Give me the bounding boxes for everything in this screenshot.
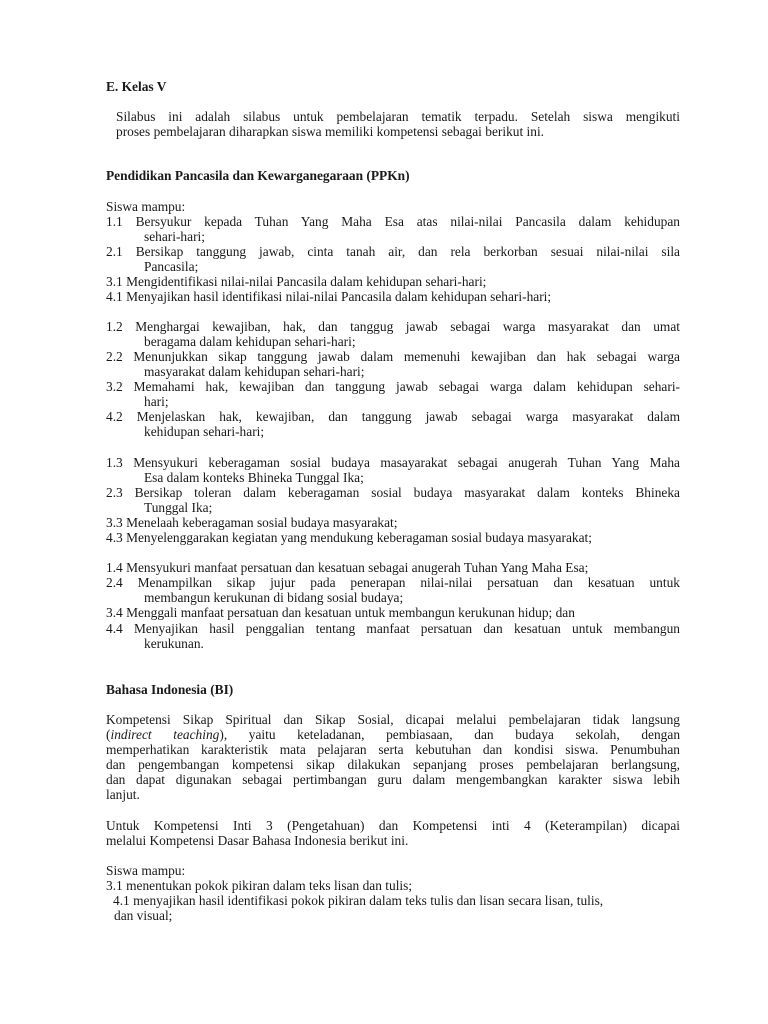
kd-1-3-cont: Esa dalam konteks Bhineka Tunggal Ika; xyxy=(144,470,364,485)
kd-3-1: 3.1 Mengidentifikasi nilai-nilai Pancasila dalam kehidupan sehari-hari; xyxy=(106,274,487,289)
bi-para1-line-6: lanjut. xyxy=(106,787,140,802)
kd-2-2-cont: masyarakat dalam kehidupan sehari-hari; xyxy=(144,364,365,379)
section-heading: E. Kelas V xyxy=(106,79,167,94)
bi-indirect-teaching: indirect teaching xyxy=(110,727,220,742)
bi-siswa-mampu: Siswa mampu: xyxy=(106,863,186,878)
kd-1-1-cont: sehari-hari; xyxy=(144,229,205,244)
kd-2-4-cont: membangun kerukunan di bidang sosial budaya; xyxy=(144,590,404,605)
kd-2-2: 2.2 Menunjukkan sikap tanggung jawab dalam memenuhi kewajiban dan hak sebagai warga xyxy=(106,349,680,364)
kd-2-3-cont: Tunggal Ika; xyxy=(144,500,213,515)
kd-4-3: 4.3 Menyelenggarakan kegiatan yang mendukung keberagaman sosial budaya masyarakat; xyxy=(106,530,592,545)
kd-1-2: 1.2 Menghargai kewajiban, hak, dan tanggug jawab sebagai warga masyarakat dan umat xyxy=(106,319,680,334)
intro-line-1: Silabus ini adalah silabus untuk pembelajaran tematik terpadu. Setelah siswa mengikuti xyxy=(116,109,680,124)
bi-para1-line-1: Kompetensi Sikap Spiritual dan Sikap Sosial, dicapai melalui pembelajaran tidak langsung xyxy=(106,712,680,727)
kd-4-2-cont: kehidupan sehari-hari; xyxy=(144,424,265,439)
kd-2-4: 2.4 Menampilkan sikap jujur pada penerapan nilai-nilai persatuan dan kesatuan untuk xyxy=(106,575,680,590)
bi-paren-open: ( xyxy=(106,727,111,742)
kd-4-4: 4.4 Menyajikan hasil penggalian tentang manfaat persatuan dan kesatuan untuk membangun xyxy=(106,621,680,636)
bi-heading: Bahasa Indonesia (BI) xyxy=(106,682,234,697)
kd-1-1: 1.1 Bersyukur kepada Tuhan Yang Maha Esa atas nilai-nilai Pancasila dalam kehidupan xyxy=(106,214,680,229)
bi-kd-3-1: 3.1 menentukan pokok pikiran dalam teks lisan dan tulis; xyxy=(106,878,413,893)
kd-4-4-cont: kerukunan. xyxy=(144,636,204,651)
bi-para1-line-2-rest: ), yaitu keteladanan, pembiasaan, dan budaya sekolah, dengan xyxy=(219,727,681,742)
kd-3-2-cont: hari; xyxy=(144,394,169,409)
bi-para1-line-3: memperhatikan karakteristik mata pelajaran serta kebutuhan dan kondisi siswa. Penumbuhan xyxy=(106,742,680,757)
kd-1-4: 1.4 Mensyukuri manfaat persatuan dan kesatuan sebagai anugerah Tuhan Yang Maha Esa; xyxy=(106,560,589,575)
ppkn-siswa-mampu: Siswa mampu: xyxy=(106,199,186,214)
kd-2-1: 2.1 Bersikap tanggung jawab, cinta tanah air, dan rela berkorban sesuai nilai-nilai sila xyxy=(106,244,680,259)
bi-para2-line-1: Untuk Kompetensi Inti 3 (Pengetahuan) dan Kompetensi inti 4 (Keterampilan) dicapai xyxy=(106,818,680,833)
kd-3-2: 3.2 Memahami hak, kewajiban dan tanggung jawab sebagai warga dalam kehidupan sehari- xyxy=(106,379,680,394)
bi-kd-4-1: 4.1 menyajikan hasil identifikasi pokok pikiran dalam teks tulis dan lisan secara lisan, tulis, xyxy=(113,893,604,908)
kd-3-4: 3.4 Menggali manfaat persatuan dan kesatuan untuk membangun kerukunan hidup; dan xyxy=(106,605,575,620)
intro-line-2: proses pembelajaran diharapkan siswa memiliki kompetensi sebagai berikut ini. xyxy=(116,124,545,139)
kd-4-2: 4.2 Menjelaskan hak, kewajiban, dan tanggung jawab sebagai warga masyarakat dalam xyxy=(106,409,680,424)
kd-2-3: 2.3 Bersikap toleran dalam keberagaman sosial budaya masyarakat dalam konteks Bhineka xyxy=(106,485,680,500)
kd-2-1-cont: Pancasila; xyxy=(144,259,199,274)
bi-para1-line-2 xyxy=(106,727,680,742)
kd-3-3: 3.3 Menelaah keberagaman sosial budaya masyarakat; xyxy=(106,515,398,530)
bi-kd-4-1-cont: dan visual; xyxy=(114,908,173,923)
bi-para2-line-2: melalui Kompetensi Dasar Bahasa Indonesia berikut ini. xyxy=(106,833,409,848)
ppkn-heading: Pendidikan Pancasila dan Kewarganegaraan (PPKn) xyxy=(106,168,410,183)
kd-1-3: 1.3 Mensyukuri keberagaman sosial budaya masayarakat sebagai anugerah Tuhan Yang Maha xyxy=(106,455,680,470)
kd-1-2-cont: beragama dalam kehidupan sehari-hari; xyxy=(144,334,356,349)
bi-para1-line-4: dan pengembangan kompetensi sikap dilakukan sepanjang proses pembelajaran berlangsung, xyxy=(106,757,680,772)
kd-4-1: 4.1 Menyajikan hasil identifikasi nilai-nilai Pancasila dalam kehidupan sehari-hari; xyxy=(106,289,552,304)
bi-para1-line-5: dan dapat digunakan sebagai pertimbangan guru dalam mengembangkan karakter siswa lebih xyxy=(106,772,680,787)
